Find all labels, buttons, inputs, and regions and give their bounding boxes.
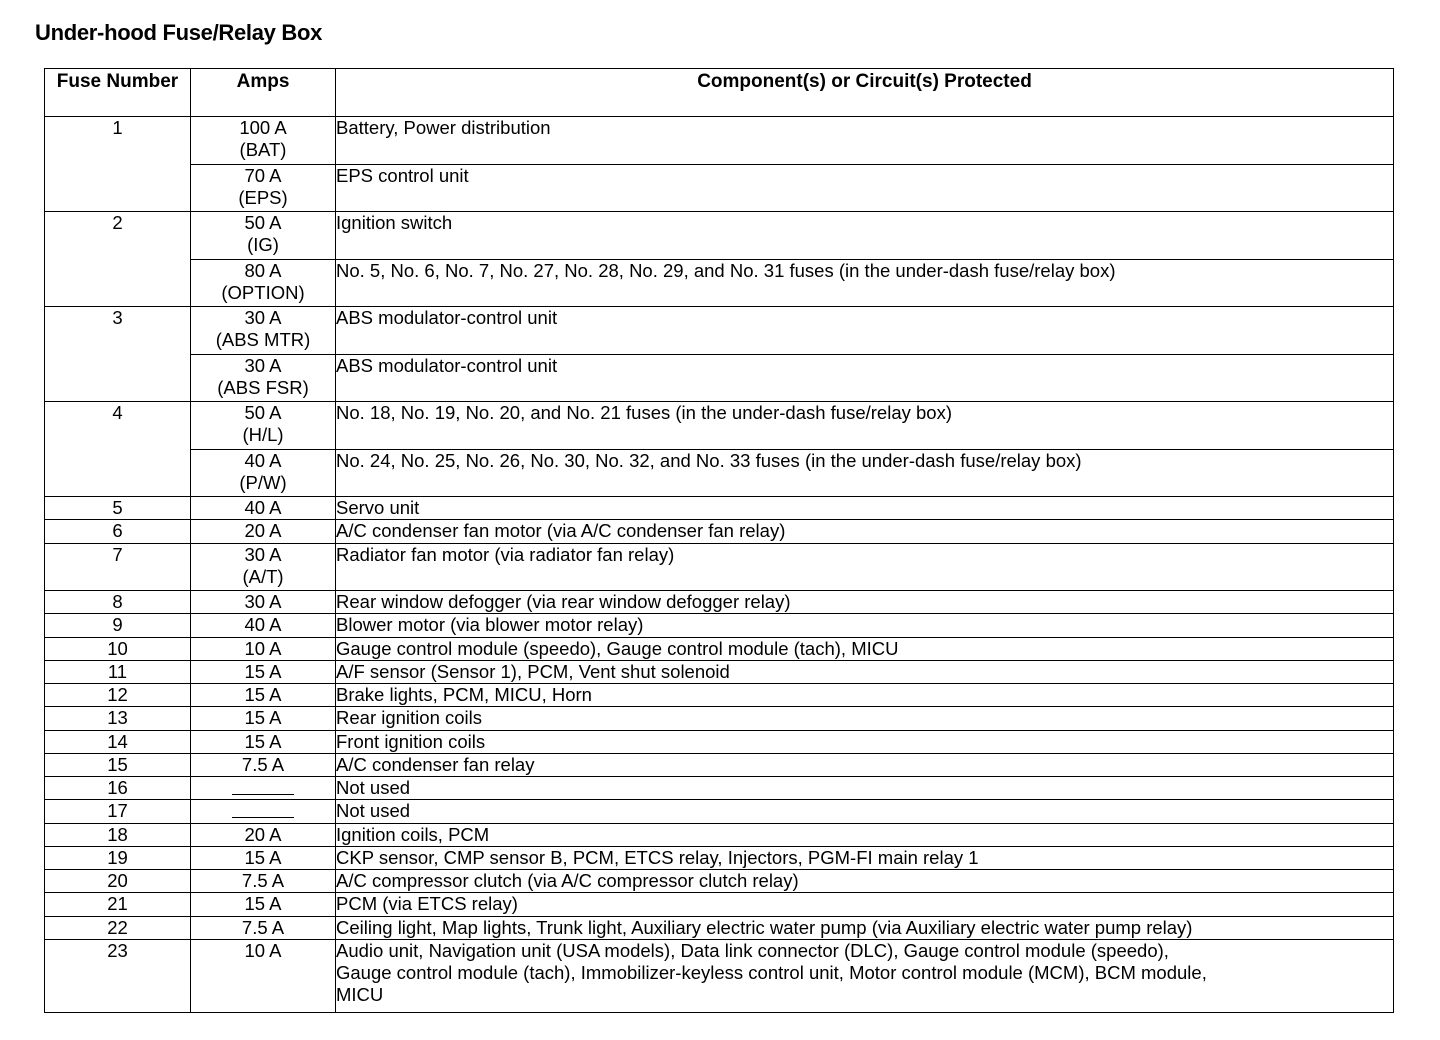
- fuse-number-cell: 15: [45, 753, 191, 776]
- table-row: [45, 684, 1394, 707]
- amps-cell: 15 A: [191, 846, 336, 869]
- component-cell: Rear ignition coils: [336, 707, 1394, 730]
- table-row: [45, 753, 1394, 776]
- table-row: [45, 870, 1394, 893]
- amps-cell: 10 A: [191, 637, 336, 660]
- amps-cell: 7.5 A: [191, 870, 336, 893]
- amps-label: (EPS): [238, 186, 288, 208]
- fuse-table: [44, 68, 1394, 1013]
- fuse-number-cell: 22: [45, 916, 191, 939]
- fuse-number-cell: 2: [45, 212, 191, 307]
- amps-label: (BAT): [239, 139, 287, 160]
- fuse-number-cell: 14: [45, 730, 191, 753]
- amps-cell: [191, 212, 336, 260]
- amps-cell: 20 A: [191, 823, 336, 846]
- component-cell: Ceiling light, Map lights, Trunk light, Auxiliary electric water pump (via Auxiliary electric water pump relay): [336, 916, 1394, 939]
- fuse-number-cell: 13: [45, 707, 191, 730]
- not-used-dash: [232, 794, 294, 795]
- component-cell: Front ignition coils: [336, 730, 1394, 753]
- component-cell: Blower motor (via blower motor relay): [336, 614, 1394, 637]
- component-cell: A/C compressor clutch (via A/C compressor clutch relay): [336, 870, 1394, 893]
- component-cell: Ignition coils, PCM: [336, 823, 1394, 846]
- component-cell: Battery, Power distribution: [336, 117, 1394, 165]
- table-row: [45, 800, 1394, 823]
- table-row: [45, 846, 1394, 869]
- component-cell: Not used: [336, 777, 1394, 800]
- component-cell: A/C condenser fan motor (via A/C condenser fan relay): [336, 520, 1394, 543]
- component-cell: Brake lights, PCM, MICU, Horn: [336, 684, 1394, 707]
- amps-label: (ABS FSR): [217, 376, 309, 398]
- header-component: Component(s) or Circuit(s) Protected: [336, 69, 1394, 117]
- table-row: [45, 614, 1394, 637]
- amps-cell: [191, 117, 336, 165]
- amps-value: 30 A: [244, 354, 282, 376]
- table-row: [45, 307, 1394, 355]
- fuse-number-cell: 12: [45, 684, 191, 707]
- table-row: [45, 730, 1394, 753]
- fuse-number-cell: 21: [45, 893, 191, 916]
- amps-cell: 10 A: [191, 939, 336, 1012]
- component-cell: Ignition switch: [336, 212, 1394, 260]
- component-cell: No. 18, No. 19, No. 20, and No. 21 fuses (in the under-dash fuse/relay box): [336, 402, 1394, 450]
- fuse-number-cell: 11: [45, 660, 191, 683]
- amps-cell: [191, 449, 336, 497]
- amps-label: (P/W): [239, 471, 287, 493]
- component-cell: No. 24, No. 25, No. 26, No. 30, No. 32, and No. 33 fuses (in the under-dash fuse/relay box): [336, 449, 1394, 497]
- amps-label: (OPTION): [221, 281, 305, 303]
- amps-cell: 7.5 A: [191, 916, 336, 939]
- amps-cell: [191, 164, 336, 212]
- fuse-number-cell: 23: [45, 939, 191, 1012]
- table-row: [45, 497, 1394, 520]
- amps-cell: [191, 307, 336, 355]
- amps-label: (H/L): [242, 424, 284, 446]
- component-cell: EPS control unit: [336, 164, 1394, 212]
- amps-value: 30 A: [244, 307, 282, 329]
- table-row: [45, 660, 1394, 683]
- amps-cell: [191, 800, 336, 823]
- amps-cell: [191, 259, 336, 307]
- component-cell: PCM (via ETCS relay): [336, 893, 1394, 916]
- component-cell: Not used: [336, 800, 1394, 823]
- amps-cell: 40 A: [191, 614, 336, 637]
- amps-cell: [191, 354, 336, 402]
- fuse-number-cell: 10: [45, 637, 191, 660]
- table-row: [45, 259, 1394, 307]
- fuse-number-cell: 20: [45, 870, 191, 893]
- amps-value: 50 A: [244, 402, 282, 424]
- component-cell: ABS modulator-control unit: [336, 354, 1394, 402]
- amps-cell: [191, 543, 336, 591]
- fuse-number-cell: 7: [45, 543, 191, 591]
- table-row: [45, 117, 1394, 165]
- table-header-row: [45, 69, 1394, 117]
- table-row: [45, 164, 1394, 212]
- header-fuse-number: Fuse Number: [45, 69, 191, 117]
- amps-value: 30 A: [244, 543, 282, 565]
- not-used-dash: [232, 817, 294, 818]
- fuse-number-cell: 9: [45, 614, 191, 637]
- component-cell: Gauge control module (speedo), Gauge control module (tach), MICU: [336, 637, 1394, 660]
- fuse-number-cell: 16: [45, 777, 191, 800]
- table-row: [45, 916, 1394, 939]
- amps-label: (A/T): [242, 565, 284, 587]
- component-cell: Rear window defogger (via rear window defogger relay): [336, 591, 1394, 614]
- amps-value: 50 A: [244, 212, 282, 234]
- amps-cell: [191, 777, 336, 800]
- table-row: [45, 637, 1394, 660]
- table-row: [45, 823, 1394, 846]
- fuse-number-cell: 5: [45, 497, 191, 520]
- table-row: [45, 591, 1394, 614]
- table-row: [45, 939, 1394, 1012]
- amps-label: (IG): [247, 234, 279, 256]
- amps-cell: 15 A: [191, 707, 336, 730]
- component-cell: Radiator fan motor (via radiator fan relay): [336, 543, 1394, 591]
- amps-cell: 7.5 A: [191, 753, 336, 776]
- amps-value: 100 A: [239, 117, 287, 138]
- table-row: [45, 402, 1394, 450]
- table-row: [45, 449, 1394, 497]
- component-cell: CKP sensor, CMP sensor B, PCM, ETCS relay, Injectors, PGM-FI main relay 1: [336, 846, 1394, 869]
- page-title: Under-hood Fuse/Relay Box: [35, 20, 323, 45]
- amps-value: 70 A: [244, 164, 282, 186]
- table-row: [45, 777, 1394, 800]
- component-cell: Servo unit: [336, 497, 1394, 520]
- amps-cell: 15 A: [191, 660, 336, 683]
- table-row: [45, 707, 1394, 730]
- amps-cell: 15 A: [191, 893, 336, 916]
- header-amps: Amps: [191, 69, 336, 117]
- table-row: [45, 354, 1394, 402]
- component-cell: Audio unit, Navigation unit (USA models), Data link connector (DLC), Gauge control module (speedo), Gauge control module (tach), Immobilizer-keyless control unit, Motor control module (MCM), BCM module, MICU: [336, 939, 1394, 1012]
- fuse-number-cell: 19: [45, 846, 191, 869]
- amps-label: (ABS MTR): [215, 329, 311, 351]
- amps-cell: 15 A: [191, 684, 336, 707]
- component-cell: No. 5, No. 6, No. 7, No. 27, No. 28, No. 29, and No. 31 fuses (in the under-dash fuse/relay box): [336, 259, 1394, 307]
- fuse-number-cell: 17: [45, 800, 191, 823]
- component-cell: ABS modulator-control unit: [336, 307, 1394, 355]
- fuse-number-cell: 18: [45, 823, 191, 846]
- amps-value: 40 A: [244, 449, 282, 471]
- amps-cell: 30 A: [191, 591, 336, 614]
- component-cell: A/F sensor (Sensor 1), PCM, Vent shut solenoid: [336, 660, 1394, 683]
- amps-value: 80 A: [244, 259, 282, 281]
- component-cell: A/C condenser fan relay: [336, 753, 1394, 776]
- amps-cell: [191, 402, 336, 450]
- amps-cell: 40 A: [191, 497, 336, 520]
- amps-cell: 20 A: [191, 520, 336, 543]
- amps-cell: 15 A: [191, 730, 336, 753]
- fuse-number-cell: 1: [45, 117, 191, 212]
- table-row: [45, 212, 1394, 260]
- table-row: [45, 520, 1394, 543]
- fuse-number-cell: 8: [45, 591, 191, 614]
- table-row: [45, 543, 1394, 591]
- fuse-number-cell: 3: [45, 307, 191, 402]
- fuse-number-cell: 6: [45, 520, 191, 543]
- table-row: [45, 893, 1394, 916]
- fuse-number-cell: 4: [45, 402, 191, 497]
